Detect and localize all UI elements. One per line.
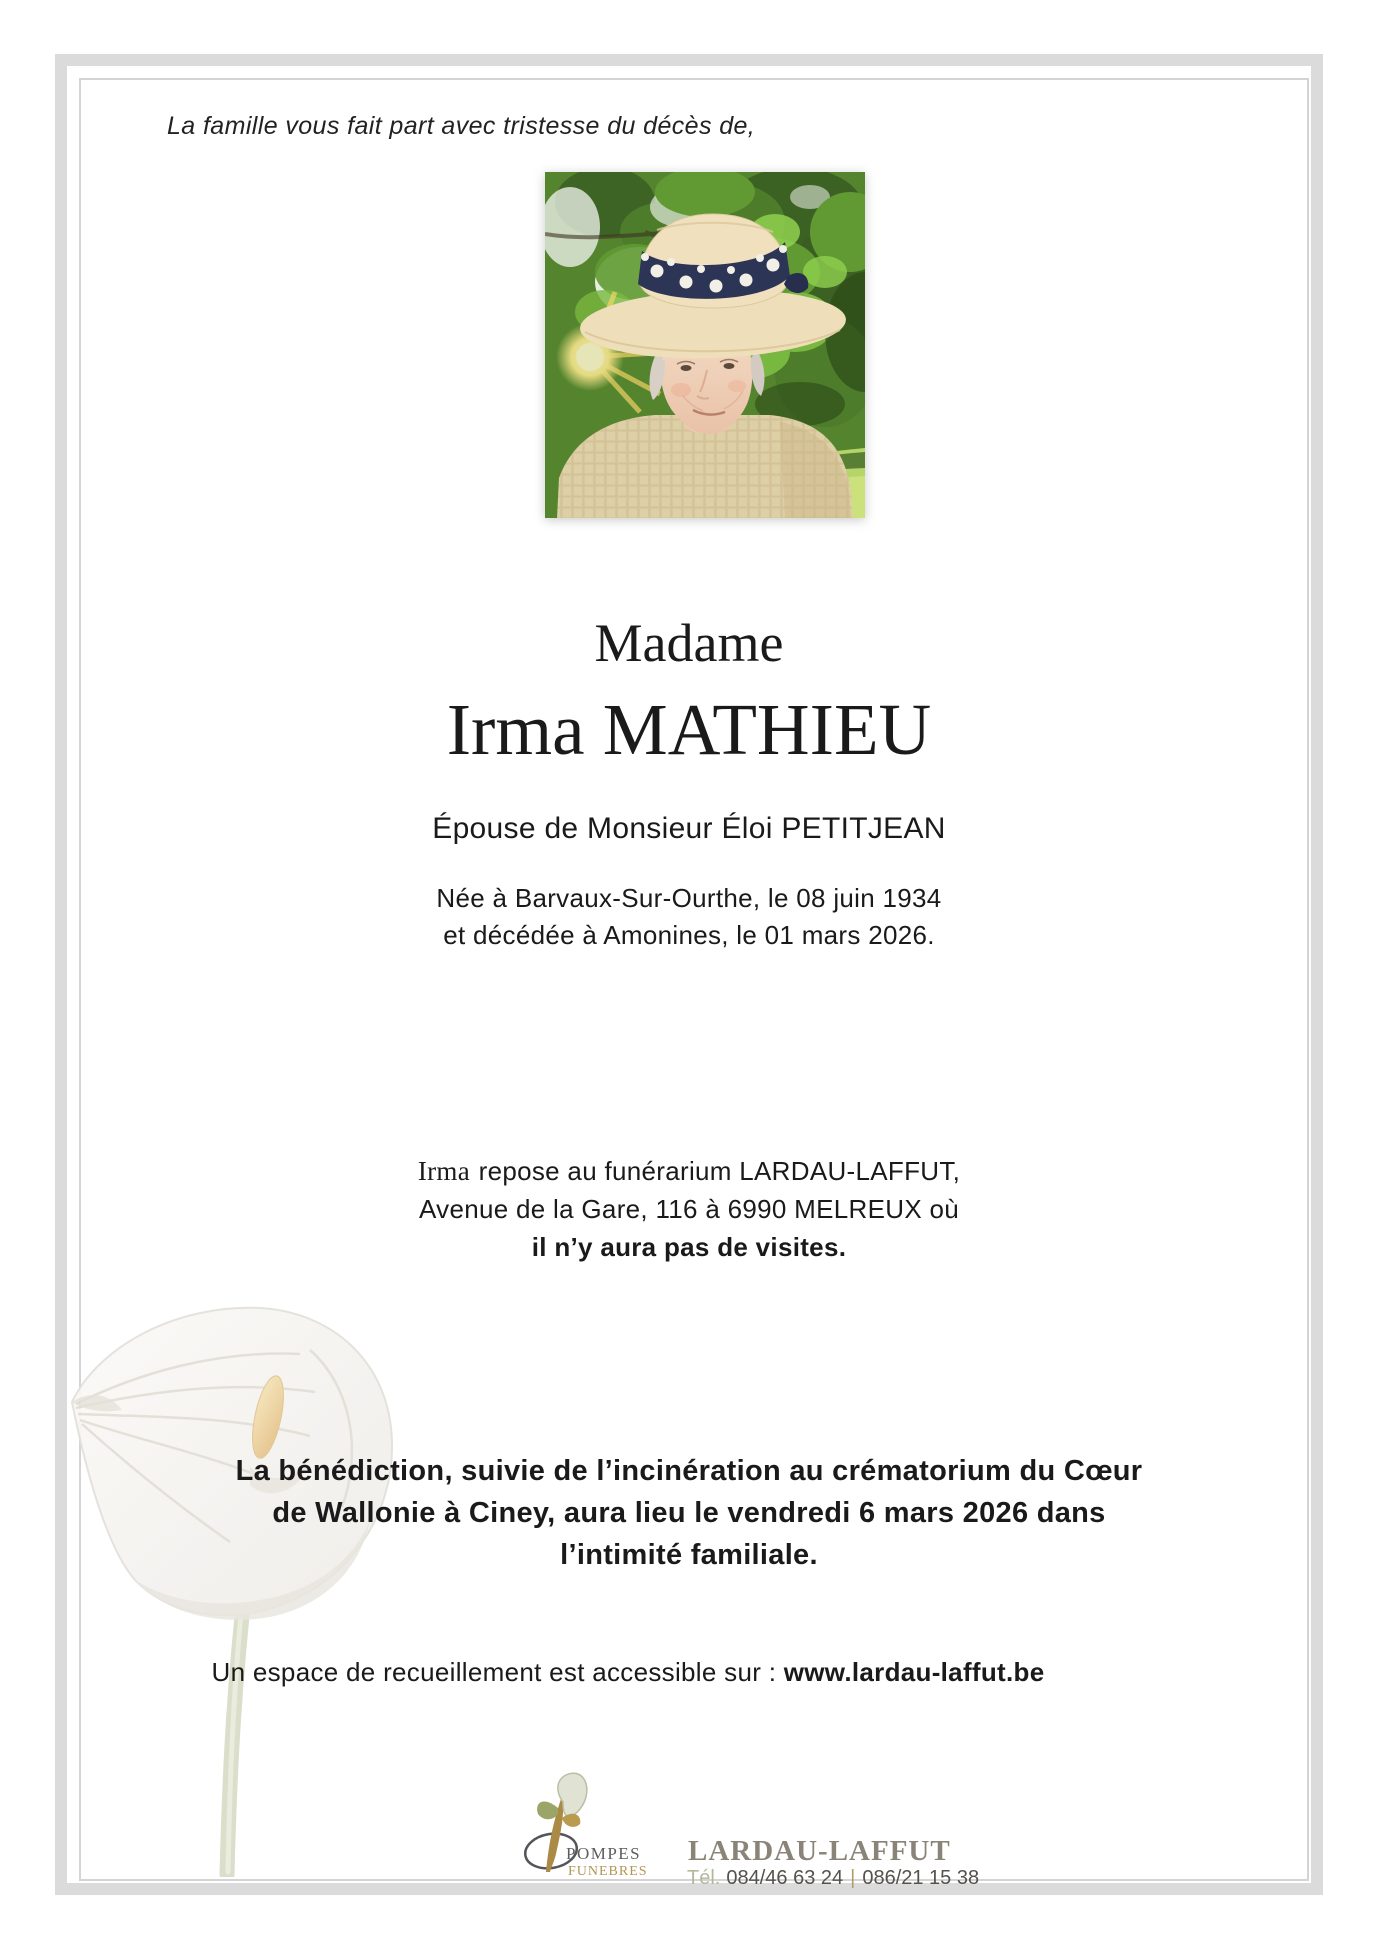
phone-number-1: 084/46 63 24 bbox=[726, 1867, 844, 1889]
memorial-line bbox=[55, 1657, 1201, 1688]
phone-separator: | bbox=[850, 1867, 856, 1889]
ceremony-line3: l’intimité familiale. bbox=[560, 1539, 818, 1571]
calla-lily-image bbox=[60, 1292, 405, 1877]
ceremony-line1: La bénédiction, suivie de l’incinération au crématorium du Cœur bbox=[235, 1455, 1143, 1487]
spouse-line: Épouse de Monsieur Éloi PETITJEAN bbox=[432, 812, 946, 845]
repose-line1-rest: repose au funérarium LARDAU-LAFFUT, bbox=[478, 1156, 961, 1186]
birth-death-block bbox=[55, 880, 1323, 954]
phone-line bbox=[687, 1867, 979, 1890]
logo-leaf-gold bbox=[562, 1814, 580, 1827]
funeral-home-logo bbox=[492, 1770, 667, 1880]
portrait-photo bbox=[545, 172, 865, 518]
phone-label: Tél. bbox=[687, 1867, 721, 1889]
memorial-prefix: Un espace de recueillement est accessible sur : bbox=[211, 1657, 784, 1687]
logo-text-funebres: FUNEBRES bbox=[568, 1864, 648, 1879]
repose-line3: il n’y aura pas de visites. bbox=[531, 1232, 847, 1262]
deceased-name: Irma MATHIEU bbox=[446, 689, 932, 770]
memorial-url: www.lardau-laffut.be bbox=[783, 1657, 1045, 1687]
repose-block bbox=[55, 1152, 1323, 1266]
company-name: LARDAU-LAFFUT bbox=[688, 1835, 951, 1867]
title-madame: Madame bbox=[594, 613, 784, 673]
logo-text-pompes: POMPES bbox=[566, 1844, 642, 1863]
portrait-photo-image bbox=[545, 172, 865, 518]
death-line: et décédée à Amonines, le 01 mars 2026. bbox=[443, 920, 935, 950]
ceremony-block bbox=[55, 1450, 1323, 1576]
repose-first-name: Irma bbox=[417, 1156, 470, 1186]
ceremony-line2: de Wallonie à Ciney, aura lieu le vendredi 6 mars 2026 dans bbox=[272, 1497, 1106, 1529]
intro-line: La famille vous fait part avec tristesse du décès de, bbox=[167, 112, 756, 140]
phone-number-2: 086/21 15 38 bbox=[862, 1867, 980, 1889]
birth-line: Née à Barvaux-Sur-Ourthe, le 08 juin 1934 bbox=[436, 883, 942, 913]
logo-leaf-green bbox=[537, 1801, 558, 1819]
repose-line2: Avenue de la Gare, 116 à 6990 MELREUX où bbox=[418, 1194, 960, 1224]
repose-line1 bbox=[55, 1152, 1323, 1190]
